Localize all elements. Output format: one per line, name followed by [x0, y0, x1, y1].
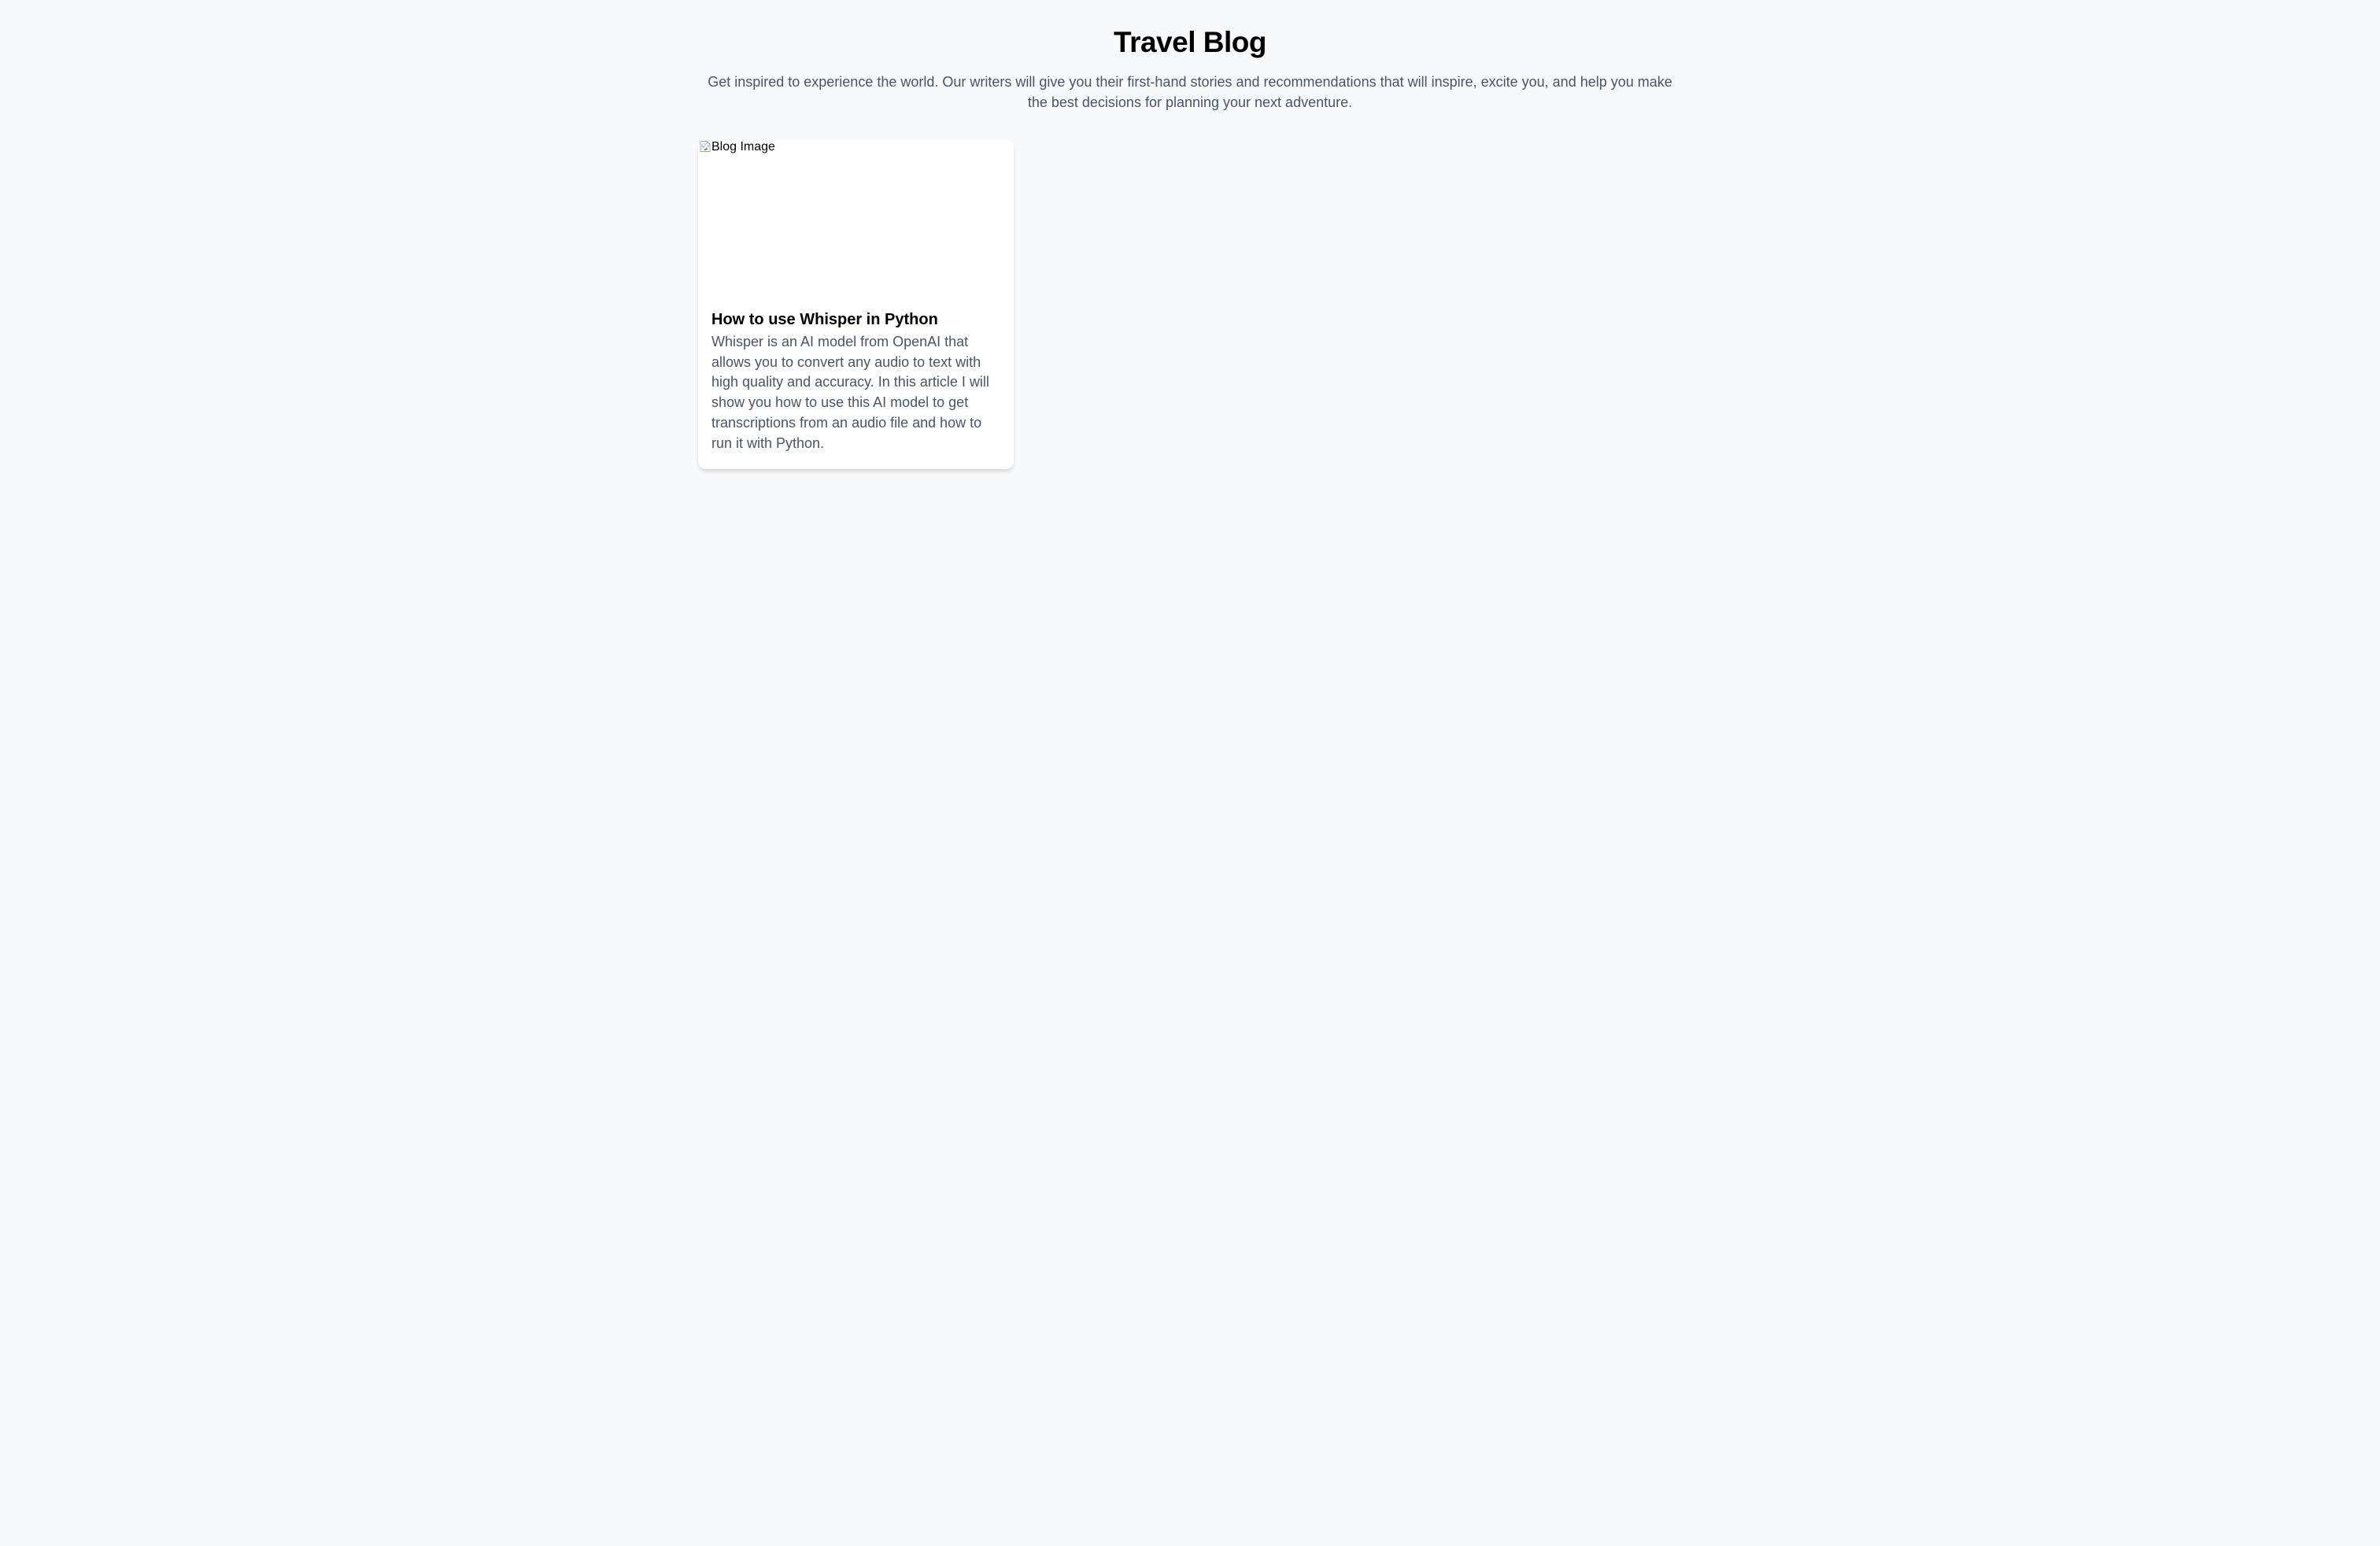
- blog-card[interactable]: [698, 139, 1014, 469]
- travel-blog-page: [0, 0, 2380, 516]
- broken-image-placeholder: [699, 140, 775, 154]
- page-header: [698, 27, 1682, 113]
- broken-image-icon: [699, 140, 711, 153]
- page-subtitle: Get inspired to experience the world. Our writers will give you their first-hand stories and recommendations that will inspire, excite you, and help you make the best decisions for planning your next adventure.: [708, 73, 1672, 110]
- content-container: [698, 0, 1682, 516]
- blog-card-body: [698, 297, 1014, 469]
- blog-grid: [698, 139, 1682, 516]
- post-description: Whisper is an AI model from OpenAI that allows you to convert any audio to text with high quality and accuracy. In this article I will show you how to use this AI model to get transcriptions from an audio file and how to run it with Python.: [711, 333, 989, 451]
- blog-image-alt-text: Blog Image: [711, 139, 775, 153]
- post-title: How to use Whisper in Python: [711, 310, 938, 328]
- page-title: Travel Blog: [1114, 26, 1266, 58]
- blog-image-broken: [698, 139, 1014, 297]
